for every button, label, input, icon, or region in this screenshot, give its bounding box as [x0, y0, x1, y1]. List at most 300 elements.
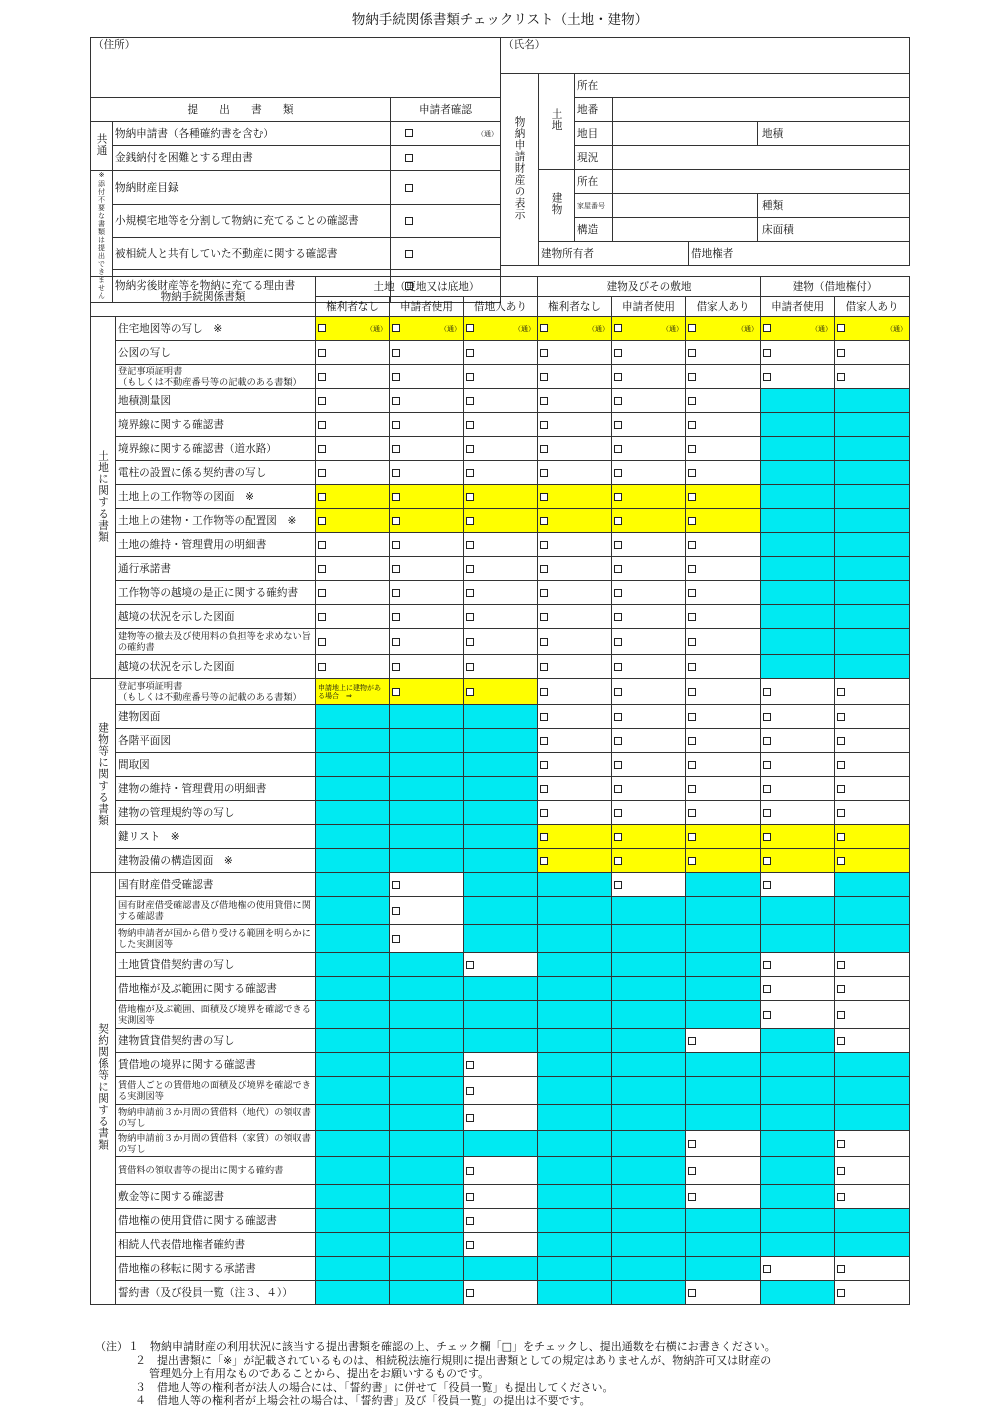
- checkbox[interactable]: [540, 324, 548, 332]
- checkbox[interactable]: [466, 421, 474, 429]
- check-cell[interactable]: [835, 1001, 910, 1029]
- checkbox[interactable]: [837, 961, 845, 969]
- checkbox[interactable]: [763, 688, 771, 696]
- checkbox[interactable]: [540, 737, 548, 745]
- check-cell[interactable]: [390, 365, 464, 389]
- check-cell[interactable]: [538, 581, 612, 605]
- checkbox[interactable]: [540, 349, 548, 357]
- check-cell[interactable]: [316, 533, 390, 557]
- check-cell[interactable]: [316, 413, 390, 437]
- checkbox[interactable]: [688, 785, 696, 793]
- checkbox[interactable]: [466, 1114, 474, 1122]
- check-cell[interactable]: [612, 655, 686, 679]
- check-cell[interactable]: [612, 341, 686, 365]
- check-cell[interactable]: [538, 629, 612, 655]
- check-cell[interactable]: [464, 485, 538, 509]
- checkbox[interactable]: [540, 688, 548, 696]
- checkbox[interactable]: [540, 541, 548, 549]
- check-cell[interactable]: [835, 1281, 910, 1305]
- building-number-field[interactable]: [613, 194, 758, 218]
- checkbox[interactable]: [763, 324, 771, 332]
- checkbox[interactable]: [466, 324, 474, 332]
- checkbox[interactable]: [318, 613, 326, 621]
- checkbox[interactable]: [466, 493, 474, 501]
- check-cell[interactable]: [390, 413, 464, 437]
- check-cell[interactable]: （通）: [538, 317, 612, 341]
- checkbox[interactable]: [688, 421, 696, 429]
- check-cell[interactable]: [316, 605, 390, 629]
- check-cell[interactable]: [612, 753, 686, 777]
- checkbox[interactable]: [405, 154, 413, 162]
- check-cell[interactable]: [538, 509, 612, 533]
- check-cell[interactable]: [686, 825, 761, 849]
- check-cell[interactable]: [835, 705, 910, 729]
- check-cell[interactable]: （通）: [761, 317, 835, 341]
- check-cell[interactable]: [390, 389, 464, 413]
- checkbox[interactable]: [837, 324, 845, 332]
- checkbox[interactable]: [688, 688, 696, 696]
- check-cell[interactable]: [686, 1185, 761, 1209]
- check-cell[interactable]: [686, 777, 761, 801]
- checkbox[interactable]: [763, 833, 771, 841]
- checkbox[interactable]: [318, 638, 326, 646]
- check-cell[interactable]: [761, 777, 835, 801]
- checkbox[interactable]: [614, 881, 622, 889]
- check-cell[interactable]: [686, 605, 761, 629]
- check-cell[interactable]: [612, 605, 686, 629]
- check-cell[interactable]: [835, 849, 910, 873]
- checkbox[interactable]: [318, 397, 326, 405]
- check-cell[interactable]: [612, 629, 686, 655]
- checkbox[interactable]: [688, 1289, 696, 1297]
- land-status-field[interactable]: [613, 146, 910, 170]
- check-cell[interactable]: [686, 509, 761, 533]
- check-cell[interactable]: [464, 1185, 538, 1209]
- checkbox[interactable]: [466, 638, 474, 646]
- checkbox[interactable]: [688, 349, 696, 357]
- checkbox[interactable]: [540, 638, 548, 646]
- check-cell[interactable]: [316, 629, 390, 655]
- address-field[interactable]: （住所）: [91, 38, 501, 98]
- check-cell[interactable]: [390, 925, 464, 953]
- checkbox[interactable]: [837, 1265, 845, 1273]
- checkbox[interactable]: [318, 373, 326, 381]
- checkbox[interactable]: [540, 809, 548, 817]
- checkbox[interactable]: [837, 1011, 845, 1019]
- check-cell[interactable]: [761, 705, 835, 729]
- check-cell[interactable]: [316, 509, 390, 533]
- check-cell[interactable]: [835, 679, 910, 705]
- check-cell[interactable]: [464, 1105, 538, 1131]
- checkbox[interactable]: [392, 589, 400, 597]
- checkbox[interactable]: [763, 857, 771, 865]
- check-cell[interactable]: [390, 341, 464, 365]
- check-cell[interactable]: [464, 1077, 538, 1105]
- check-cell[interactable]: [761, 873, 835, 897]
- checkbox[interactable]: [392, 541, 400, 549]
- check-cell[interactable]: [761, 1001, 835, 1029]
- check-cell[interactable]: [835, 341, 910, 365]
- check-cell[interactable]: [686, 485, 761, 509]
- check-cell[interactable]: [835, 1131, 910, 1157]
- check-cell[interactable]: [464, 509, 538, 533]
- check-cell[interactable]: [686, 1281, 761, 1305]
- checkbox[interactable]: [837, 985, 845, 993]
- check-cell[interactable]: [538, 533, 612, 557]
- checkbox[interactable]: [688, 469, 696, 477]
- checkbox[interactable]: [614, 833, 622, 841]
- checkbox[interactable]: [763, 349, 771, 357]
- check-cell[interactable]: [464, 1209, 538, 1233]
- check-cell[interactable]: [612, 849, 686, 873]
- checkbox[interactable]: [688, 373, 696, 381]
- checkbox[interactable]: [763, 713, 771, 721]
- checkbox[interactable]: [614, 785, 622, 793]
- check-cell[interactable]: [464, 557, 538, 581]
- check-cell[interactable]: [538, 729, 612, 753]
- check-cell[interactable]: [316, 365, 390, 389]
- checkbox[interactable]: [466, 541, 474, 549]
- check-cell[interactable]: [464, 655, 538, 679]
- check-cell[interactable]: [686, 629, 761, 655]
- check-cell[interactable]: [612, 873, 686, 897]
- checkbox[interactable]: [763, 785, 771, 793]
- checkbox[interactable]: [688, 445, 696, 453]
- check-cell[interactable]: [390, 897, 464, 925]
- checkbox[interactable]: [688, 565, 696, 573]
- check-cell[interactable]: [464, 461, 538, 485]
- check-cell[interactable]: [464, 1157, 538, 1185]
- checkbox[interactable]: [392, 421, 400, 429]
- check-cell[interactable]: [390, 557, 464, 581]
- land-area-field[interactable]: 地積: [758, 122, 910, 146]
- check-cell[interactable]: [686, 679, 761, 705]
- checkbox[interactable]: [763, 737, 771, 745]
- check-cell[interactable]: [538, 557, 612, 581]
- check-cell[interactable]: [390, 509, 464, 533]
- check-cell[interactable]: [686, 437, 761, 461]
- building-location-field[interactable]: [613, 170, 910, 194]
- checkbox[interactable]: [318, 421, 326, 429]
- check-cell[interactable]: [612, 437, 686, 461]
- check-cell[interactable]: [538, 655, 612, 679]
- checkbox[interactable]: [318, 324, 326, 332]
- checkbox[interactable]: [466, 1193, 474, 1201]
- checkbox[interactable]: [614, 688, 622, 696]
- checkbox[interactable]: [466, 373, 474, 381]
- owner-field[interactable]: 建物所有者: [539, 242, 689, 266]
- check-cell[interactable]: [464, 1281, 538, 1305]
- checkbox[interactable]: [837, 737, 845, 745]
- checkbox[interactable]: [540, 493, 548, 501]
- checkbox[interactable]: [614, 373, 622, 381]
- check-cell[interactable]: [464, 1053, 538, 1077]
- check-cell[interactable]: [538, 365, 612, 389]
- check-cell[interactable]: （通）: [316, 317, 390, 341]
- check-cell[interactable]: [538, 777, 612, 801]
- checkbox[interactable]: [405, 250, 413, 258]
- check-cell[interactable]: [612, 485, 686, 509]
- checkbox[interactable]: [392, 349, 400, 357]
- checkbox[interactable]: [392, 907, 400, 915]
- checkbox[interactable]: [392, 663, 400, 671]
- checkbox[interactable]: [688, 857, 696, 865]
- checkbox[interactable]: [763, 809, 771, 817]
- check-cell[interactable]: [761, 753, 835, 777]
- check-cell[interactable]: （通）: [464, 317, 538, 341]
- checkbox[interactable]: [392, 493, 400, 501]
- check-cell[interactable]: [612, 413, 686, 437]
- checkbox[interactable]: [466, 1167, 474, 1175]
- check-cell[interactable]: [761, 365, 835, 389]
- check-cell[interactable]: [761, 1257, 835, 1281]
- check-cell[interactable]: [538, 801, 612, 825]
- check-cell[interactable]: [390, 437, 464, 461]
- checkbox[interactable]: [540, 785, 548, 793]
- checkbox[interactable]: [318, 541, 326, 549]
- checkbox[interactable]: [405, 217, 413, 225]
- check-cell[interactable]: [464, 953, 538, 977]
- check-cell[interactable]: [538, 825, 612, 849]
- lessee-field[interactable]: 借地権者: [689, 242, 910, 266]
- checkbox[interactable]: [466, 517, 474, 525]
- checkbox[interactable]: [688, 1140, 696, 1148]
- checkbox[interactable]: [688, 589, 696, 597]
- checkbox[interactable]: [466, 1289, 474, 1297]
- check-cell[interactable]: [761, 801, 835, 825]
- check-cell[interactable]: [464, 581, 538, 605]
- name-field[interactable]: （氏名）: [501, 38, 910, 74]
- checkbox[interactable]: [466, 688, 474, 696]
- check-cell[interactable]: [686, 365, 761, 389]
- checkbox[interactable]: [318, 589, 326, 597]
- check-cell[interactable]: [316, 437, 390, 461]
- check-cell[interactable]: [464, 533, 538, 557]
- checkbox[interactable]: [466, 1061, 474, 1069]
- checkbox[interactable]: [763, 373, 771, 381]
- checkbox[interactable]: [837, 688, 845, 696]
- check-cell[interactable]: [390, 533, 464, 557]
- check-cell[interactable]: （通）: [835, 317, 910, 341]
- check-cell[interactable]: （通）: [390, 317, 464, 341]
- checkbox[interactable]: [318, 445, 326, 453]
- checkbox[interactable]: [540, 397, 548, 405]
- check-cell[interactable]: [686, 1157, 761, 1185]
- check-cell[interactable]: [835, 801, 910, 825]
- checkbox[interactable]: [837, 857, 845, 865]
- check-cell[interactable]: [612, 729, 686, 753]
- checkbox[interactable]: [614, 324, 622, 332]
- check-cell[interactable]: [538, 437, 612, 461]
- checkbox[interactable]: [837, 761, 845, 769]
- checkbox[interactable]: [614, 445, 622, 453]
- check-cell[interactable]: [612, 461, 686, 485]
- check-cell[interactable]: [538, 849, 612, 873]
- check-cell[interactable]: [835, 977, 910, 1001]
- check-cell[interactable]: [464, 437, 538, 461]
- check-cell[interactable]: [538, 485, 612, 509]
- check-cell[interactable]: [464, 341, 538, 365]
- check-cell[interactable]: [538, 341, 612, 365]
- check-cell[interactable]: [538, 679, 612, 705]
- check-cell[interactable]: [761, 953, 835, 977]
- check-cell[interactable]: [464, 389, 538, 413]
- check-cell[interactable]: [612, 679, 686, 705]
- checkbox[interactable]: [540, 589, 548, 597]
- checkbox[interactable]: [614, 761, 622, 769]
- checkbox[interactable]: [763, 985, 771, 993]
- checkbox[interactable]: [688, 1193, 696, 1201]
- checkbox[interactable]: [466, 445, 474, 453]
- check-cell[interactable]: [464, 365, 538, 389]
- check-cell[interactable]: [316, 389, 390, 413]
- checkbox[interactable]: [763, 761, 771, 769]
- checkbox[interactable]: [614, 638, 622, 646]
- check-cell[interactable]: [390, 581, 464, 605]
- checkbox[interactable]: [688, 397, 696, 405]
- building-kind-field[interactable]: 種類: [758, 194, 910, 218]
- checkbox[interactable]: [614, 397, 622, 405]
- checkbox[interactable]: [540, 833, 548, 841]
- check-cell[interactable]: [686, 389, 761, 413]
- check-cell[interactable]: [835, 729, 910, 753]
- checkbox[interactable]: [392, 324, 400, 332]
- checkbox[interactable]: [540, 761, 548, 769]
- check-cell[interactable]: [612, 365, 686, 389]
- check-cell[interactable]: [390, 655, 464, 679]
- check-cell[interactable]: [686, 557, 761, 581]
- check-cell[interactable]: [686, 849, 761, 873]
- checkbox[interactable]: [614, 565, 622, 573]
- check-cell[interactable]: [612, 533, 686, 557]
- checkbox[interactable]: [466, 589, 474, 597]
- checkbox[interactable]: [392, 469, 400, 477]
- check-cell[interactable]: [464, 629, 538, 655]
- checkbox[interactable]: [540, 517, 548, 525]
- checkbox[interactable]: [466, 349, 474, 357]
- checkbox[interactable]: [318, 349, 326, 357]
- check-cell[interactable]: [686, 461, 761, 485]
- checkbox[interactable]: [614, 809, 622, 817]
- check-cell[interactable]: [390, 629, 464, 655]
- checkbox[interactable]: [540, 613, 548, 621]
- check-cell[interactable]: [390, 679, 464, 705]
- checkbox[interactable]: [688, 809, 696, 817]
- checkbox[interactable]: [688, 493, 696, 501]
- check-cell[interactable]: [835, 825, 910, 849]
- checkbox[interactable]: [614, 493, 622, 501]
- check-cell[interactable]: [464, 605, 538, 629]
- check-cell[interactable]: [686, 1131, 761, 1157]
- checkbox[interactable]: [688, 833, 696, 841]
- check-cell[interactable]: [686, 581, 761, 605]
- check-cell[interactable]: [612, 557, 686, 581]
- checkbox[interactable]: [466, 1241, 474, 1249]
- checkbox[interactable]: [614, 613, 622, 621]
- checkbox[interactable]: [392, 445, 400, 453]
- checkbox[interactable]: [688, 713, 696, 721]
- checkbox[interactable]: [405, 184, 413, 192]
- check-cell[interactable]: [390, 461, 464, 485]
- checkbox[interactable]: [614, 349, 622, 357]
- land-location-field[interactable]: [613, 74, 910, 98]
- checkbox[interactable]: [540, 445, 548, 453]
- checkbox[interactable]: [392, 881, 400, 889]
- building-structure-field[interactable]: [613, 218, 758, 242]
- checkbox[interactable]: [837, 1289, 845, 1297]
- check-cell[interactable]: [835, 1029, 910, 1053]
- checkbox[interactable]: [540, 857, 548, 865]
- checkbox[interactable]: [614, 517, 622, 525]
- check-cell[interactable]: [390, 485, 464, 509]
- check-cell[interactable]: [686, 1029, 761, 1053]
- checkbox[interactable]: [392, 397, 400, 405]
- check-cell[interactable]: [835, 753, 910, 777]
- checkbox[interactable]: [392, 373, 400, 381]
- check-cell[interactable]: （通）: [612, 317, 686, 341]
- checkbox[interactable]: [763, 881, 771, 889]
- checkbox[interactable]: [688, 613, 696, 621]
- checkbox[interactable]: [392, 638, 400, 646]
- checkbox[interactable]: [614, 469, 622, 477]
- checkbox[interactable]: [318, 469, 326, 477]
- checkbox[interactable]: [763, 1265, 771, 1273]
- checkbox[interactable]: [614, 421, 622, 429]
- checkbox[interactable]: [466, 663, 474, 671]
- check-cell[interactable]: （通）: [686, 317, 761, 341]
- check-cell[interactable]: [390, 873, 464, 897]
- check-cell[interactable]: [538, 461, 612, 485]
- checkbox[interactable]: [688, 1037, 696, 1045]
- check-cell[interactable]: [612, 705, 686, 729]
- check-cell[interactable]: [612, 801, 686, 825]
- checkbox[interactable]: [466, 1087, 474, 1095]
- checkbox[interactable]: [466, 961, 474, 969]
- checkbox[interactable]: [837, 1167, 845, 1175]
- land-number-field[interactable]: [613, 98, 910, 122]
- check-cell[interactable]: [686, 655, 761, 679]
- check-cell[interactable]: [835, 1157, 910, 1185]
- checkbox[interactable]: [614, 713, 622, 721]
- checkbox[interactable]: [837, 785, 845, 793]
- checkbox[interactable]: [318, 663, 326, 671]
- checkbox[interactable]: [688, 761, 696, 769]
- check-cell[interactable]: [835, 1257, 910, 1281]
- check-cell[interactable]: [686, 533, 761, 557]
- checkbox[interactable]: [318, 493, 326, 501]
- checkbox[interactable]: [837, 1193, 845, 1201]
- checkbox[interactable]: [837, 809, 845, 817]
- check-cell[interactable]: [538, 605, 612, 629]
- checkbox[interactable]: [688, 1167, 696, 1175]
- checkbox[interactable]: [763, 1011, 771, 1019]
- check-cell[interactable]: [761, 679, 835, 705]
- checkbox[interactable]: [466, 469, 474, 477]
- checkbox[interactable]: [688, 324, 696, 332]
- checkbox[interactable]: [466, 613, 474, 621]
- checkbox[interactable]: [318, 517, 326, 525]
- checkbox[interactable]: [837, 1037, 845, 1045]
- check-cell[interactable]: [835, 777, 910, 801]
- check-cell[interactable]: [835, 1185, 910, 1209]
- check-cell[interactable]: [761, 849, 835, 873]
- check-cell[interactable]: [316, 485, 390, 509]
- check-cell[interactable]: [390, 605, 464, 629]
- checkbox[interactable]: [540, 713, 548, 721]
- check-cell[interactable]: [686, 753, 761, 777]
- check-cell[interactable]: [835, 953, 910, 977]
- check-cell[interactable]: [835, 365, 910, 389]
